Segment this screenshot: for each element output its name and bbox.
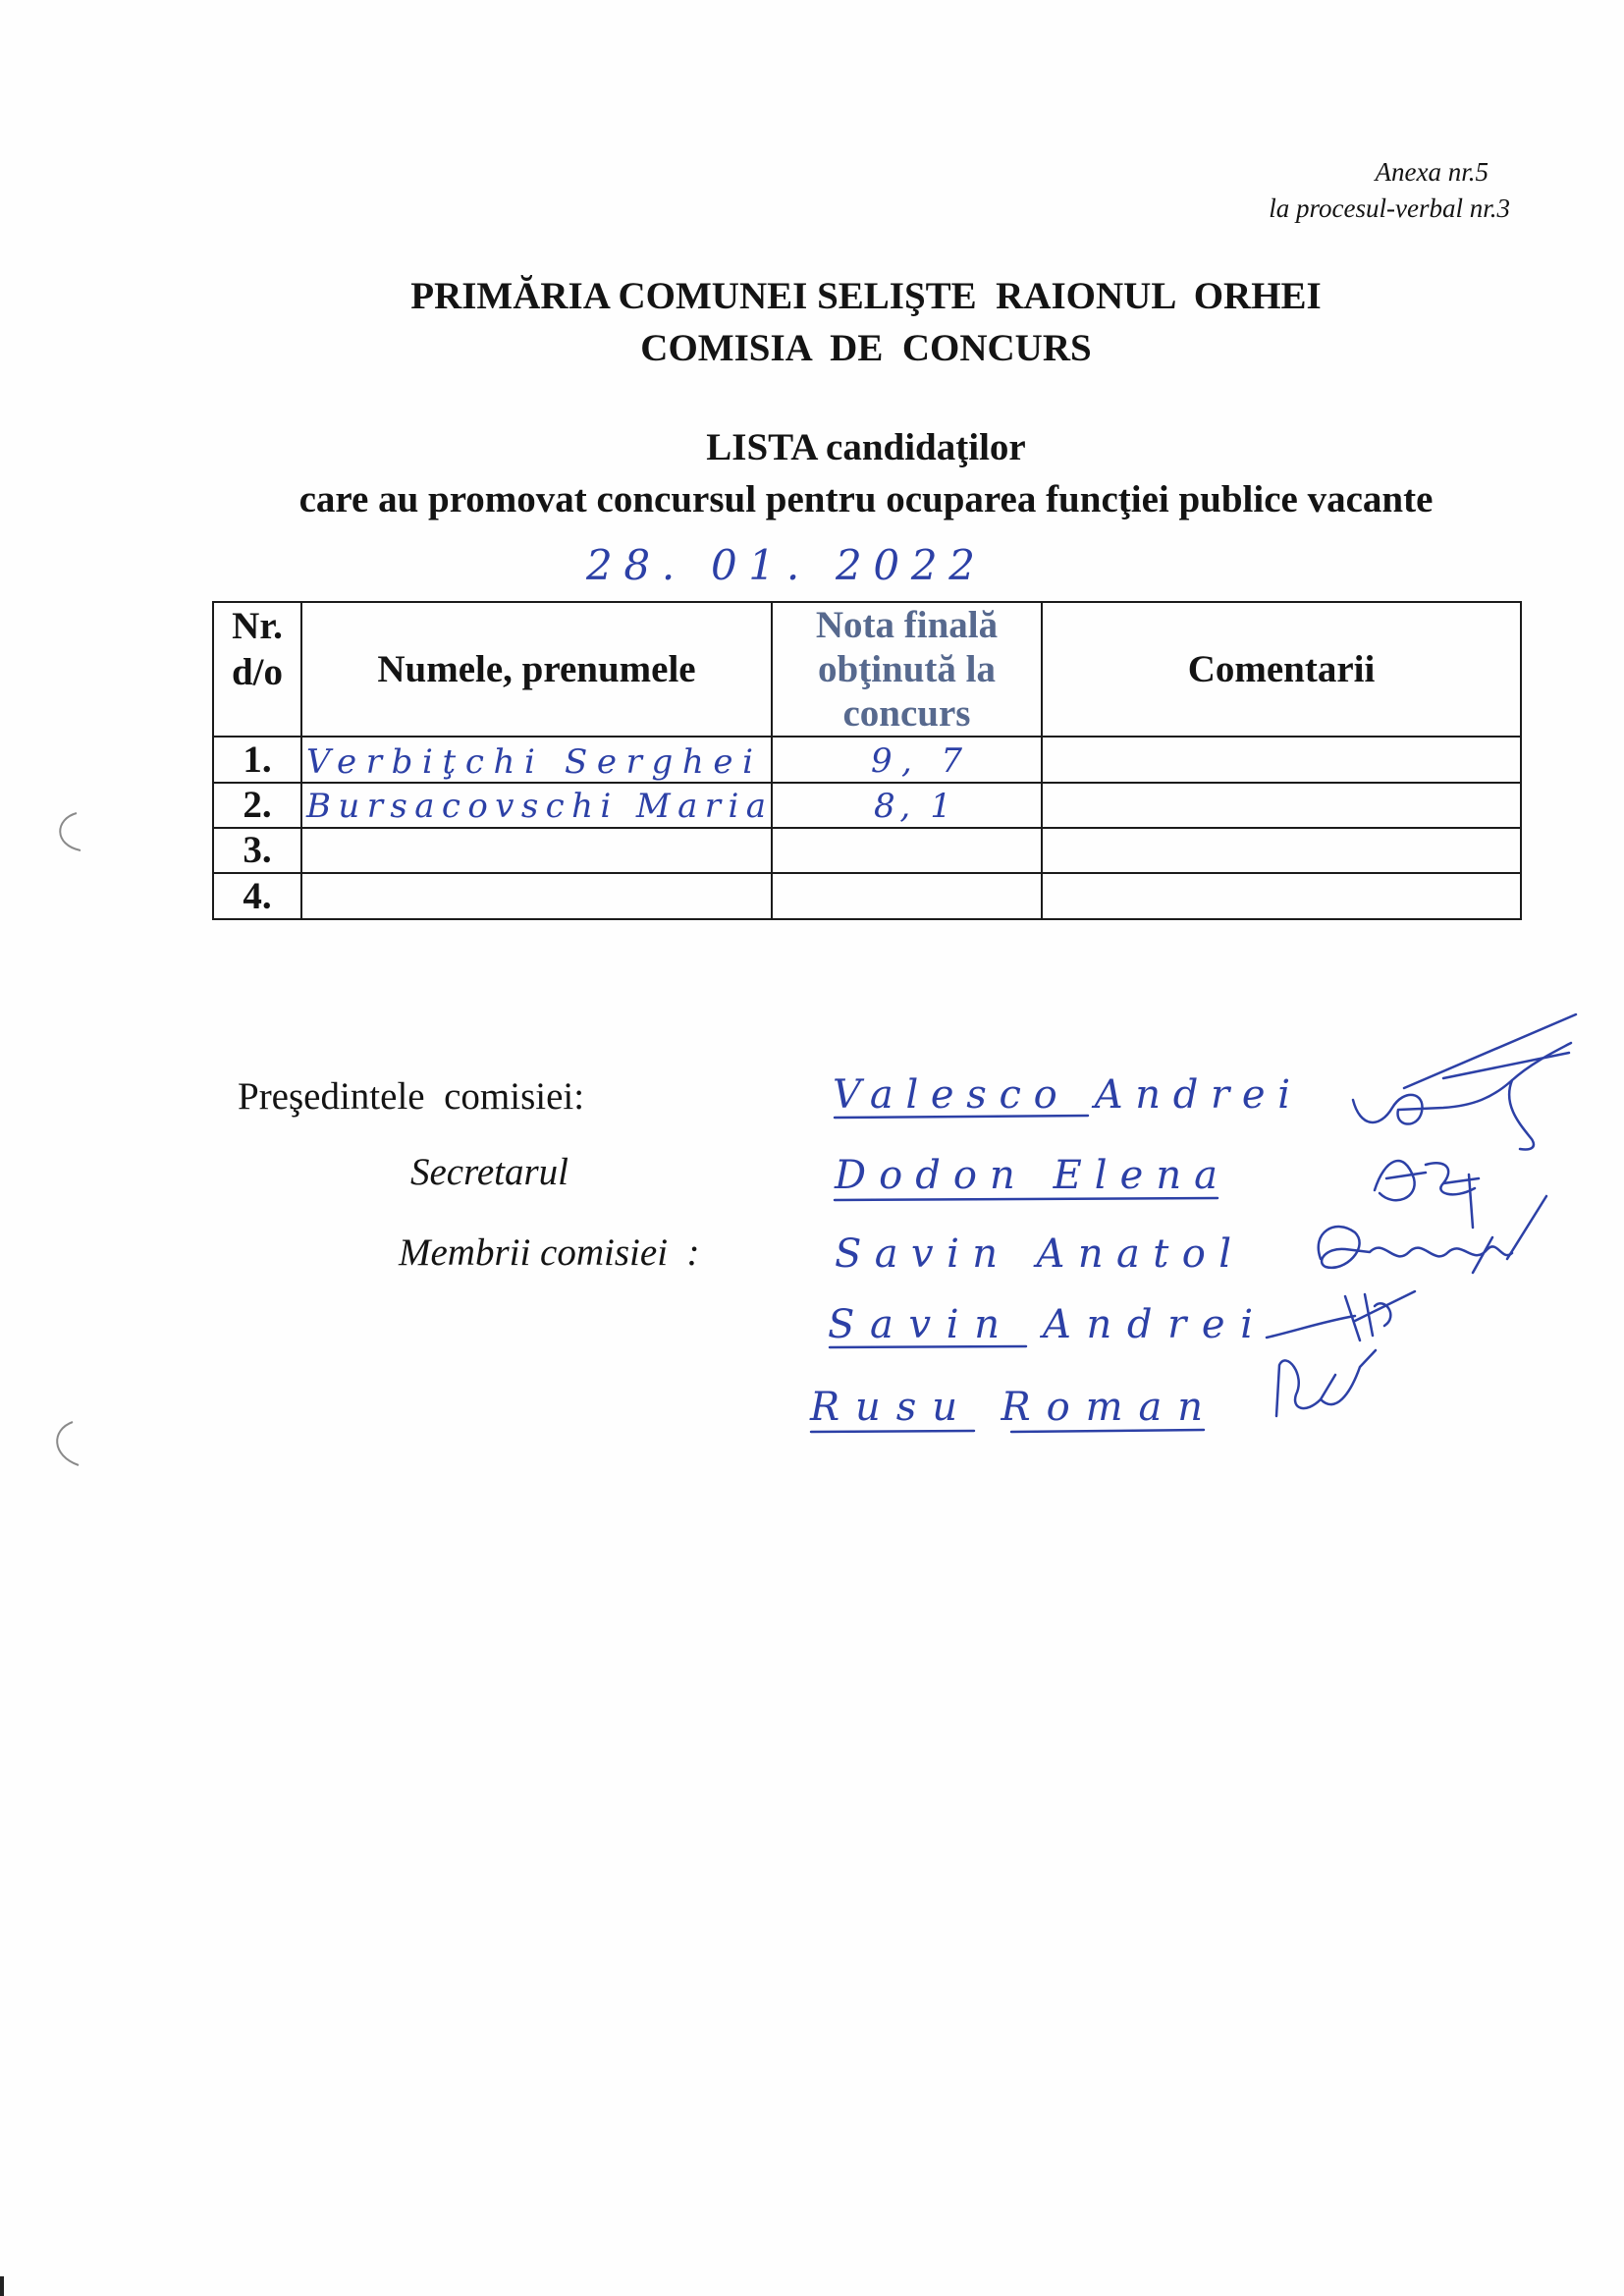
final-grade-handwriting bbox=[773, 785, 1043, 827]
candidate-name-cell bbox=[301, 783, 772, 828]
signature-member-2 bbox=[1267, 1291, 1415, 1340]
row-number: 4. bbox=[213, 873, 301, 919]
row-number: 1. bbox=[213, 737, 301, 783]
signature-secretary bbox=[1375, 1161, 1479, 1228]
secretary-label: Secretarul bbox=[410, 1151, 569, 1193]
table-row bbox=[213, 783, 1521, 828]
comment-cell bbox=[1042, 873, 1521, 919]
handwriting-underline bbox=[830, 1346, 1026, 1347]
president-label: Preşedintele comisiei: bbox=[238, 1075, 585, 1118]
final-grade-cell bbox=[772, 828, 1042, 873]
candidate-name-cell bbox=[301, 828, 772, 873]
list-subtitle: care au promovat concursul pentru ocuparea funcţiei publice vacante bbox=[298, 478, 1434, 520]
header-final-grade bbox=[772, 602, 1042, 737]
row-number: 3. bbox=[213, 828, 301, 873]
signature-member-1 bbox=[1319, 1196, 1546, 1273]
secretary-name: Dodon Elena bbox=[835, 1153, 1218, 1198]
candidate-name-cell bbox=[301, 737, 772, 783]
header-grade-line2: obţinută la bbox=[818, 648, 996, 690]
institution-title: PRIMĂRIA COMUNEI SELIŞTE RAIONUL ORHEI bbox=[410, 275, 1322, 317]
table-header-row bbox=[213, 602, 1521, 737]
final-grade: 9, 7 bbox=[871, 740, 962, 781]
candidate-name: Verbiţchi Serghei bbox=[306, 741, 753, 782]
candidates-table bbox=[212, 601, 1522, 920]
header-nr-line2: d/o bbox=[231, 651, 284, 693]
annex-number: Anexa nr.5 bbox=[1375, 157, 1489, 187]
candidate-name: Bursacovschi Maria bbox=[306, 786, 766, 826]
table-row bbox=[213, 828, 1521, 873]
row-number: 2. bbox=[213, 783, 301, 828]
handwriting-underline bbox=[835, 1116, 1088, 1118]
header-name: Numele, prenumele bbox=[301, 602, 772, 737]
member-name: Savin Anatol bbox=[835, 1231, 1231, 1277]
final-grade-cell bbox=[772, 737, 1042, 783]
punch-hole-mark bbox=[60, 813, 81, 850]
president-name: Valesco Andrei bbox=[833, 1072, 1290, 1118]
member-name: Rusu Roman bbox=[810, 1385, 1203, 1430]
members-label: Membrii comisiei : bbox=[399, 1231, 700, 1274]
candidate-name-cell bbox=[301, 873, 772, 919]
final-grade-cell bbox=[772, 873, 1042, 919]
handwriting-underline bbox=[835, 1198, 1218, 1200]
header-grade-line1: Nota finală bbox=[815, 604, 999, 646]
header-nr bbox=[213, 602, 301, 737]
member-name: Savin Andrei bbox=[828, 1302, 1253, 1347]
header-grade-line3: concurs bbox=[842, 692, 971, 735]
final-grade: 8, 1 bbox=[874, 786, 951, 826]
list-title: LISTA candidaţilor bbox=[706, 426, 1026, 468]
comment-cell bbox=[1042, 737, 1521, 783]
candidate-name-handwriting bbox=[302, 738, 773, 782]
comment-cell bbox=[1042, 783, 1521, 828]
commission-title: COMISIA DE CONCURS bbox=[640, 327, 1092, 369]
comment-cell bbox=[1042, 828, 1521, 873]
header-comments: Comentarii bbox=[1042, 602, 1521, 737]
scan-edge-mark bbox=[0, 2276, 4, 2296]
signature-member-3 bbox=[1276, 1350, 1376, 1416]
punch-hole-mark bbox=[57, 1422, 79, 1465]
handwriting-underline bbox=[811, 1430, 1204, 1432]
handwritten-date: 28. 01. 2022 bbox=[586, 541, 975, 589]
header-nr-line1: Nr. bbox=[232, 605, 283, 647]
signature-president bbox=[1353, 1014, 1576, 1150]
final-grade-cell bbox=[772, 783, 1042, 828]
annex-reference: la procesul-verbal nr.3 bbox=[1269, 193, 1510, 223]
table-row bbox=[213, 873, 1521, 919]
table-row bbox=[213, 737, 1521, 783]
candidate-name-handwriting bbox=[302, 785, 773, 827]
final-grade-handwriting bbox=[773, 738, 1043, 782]
